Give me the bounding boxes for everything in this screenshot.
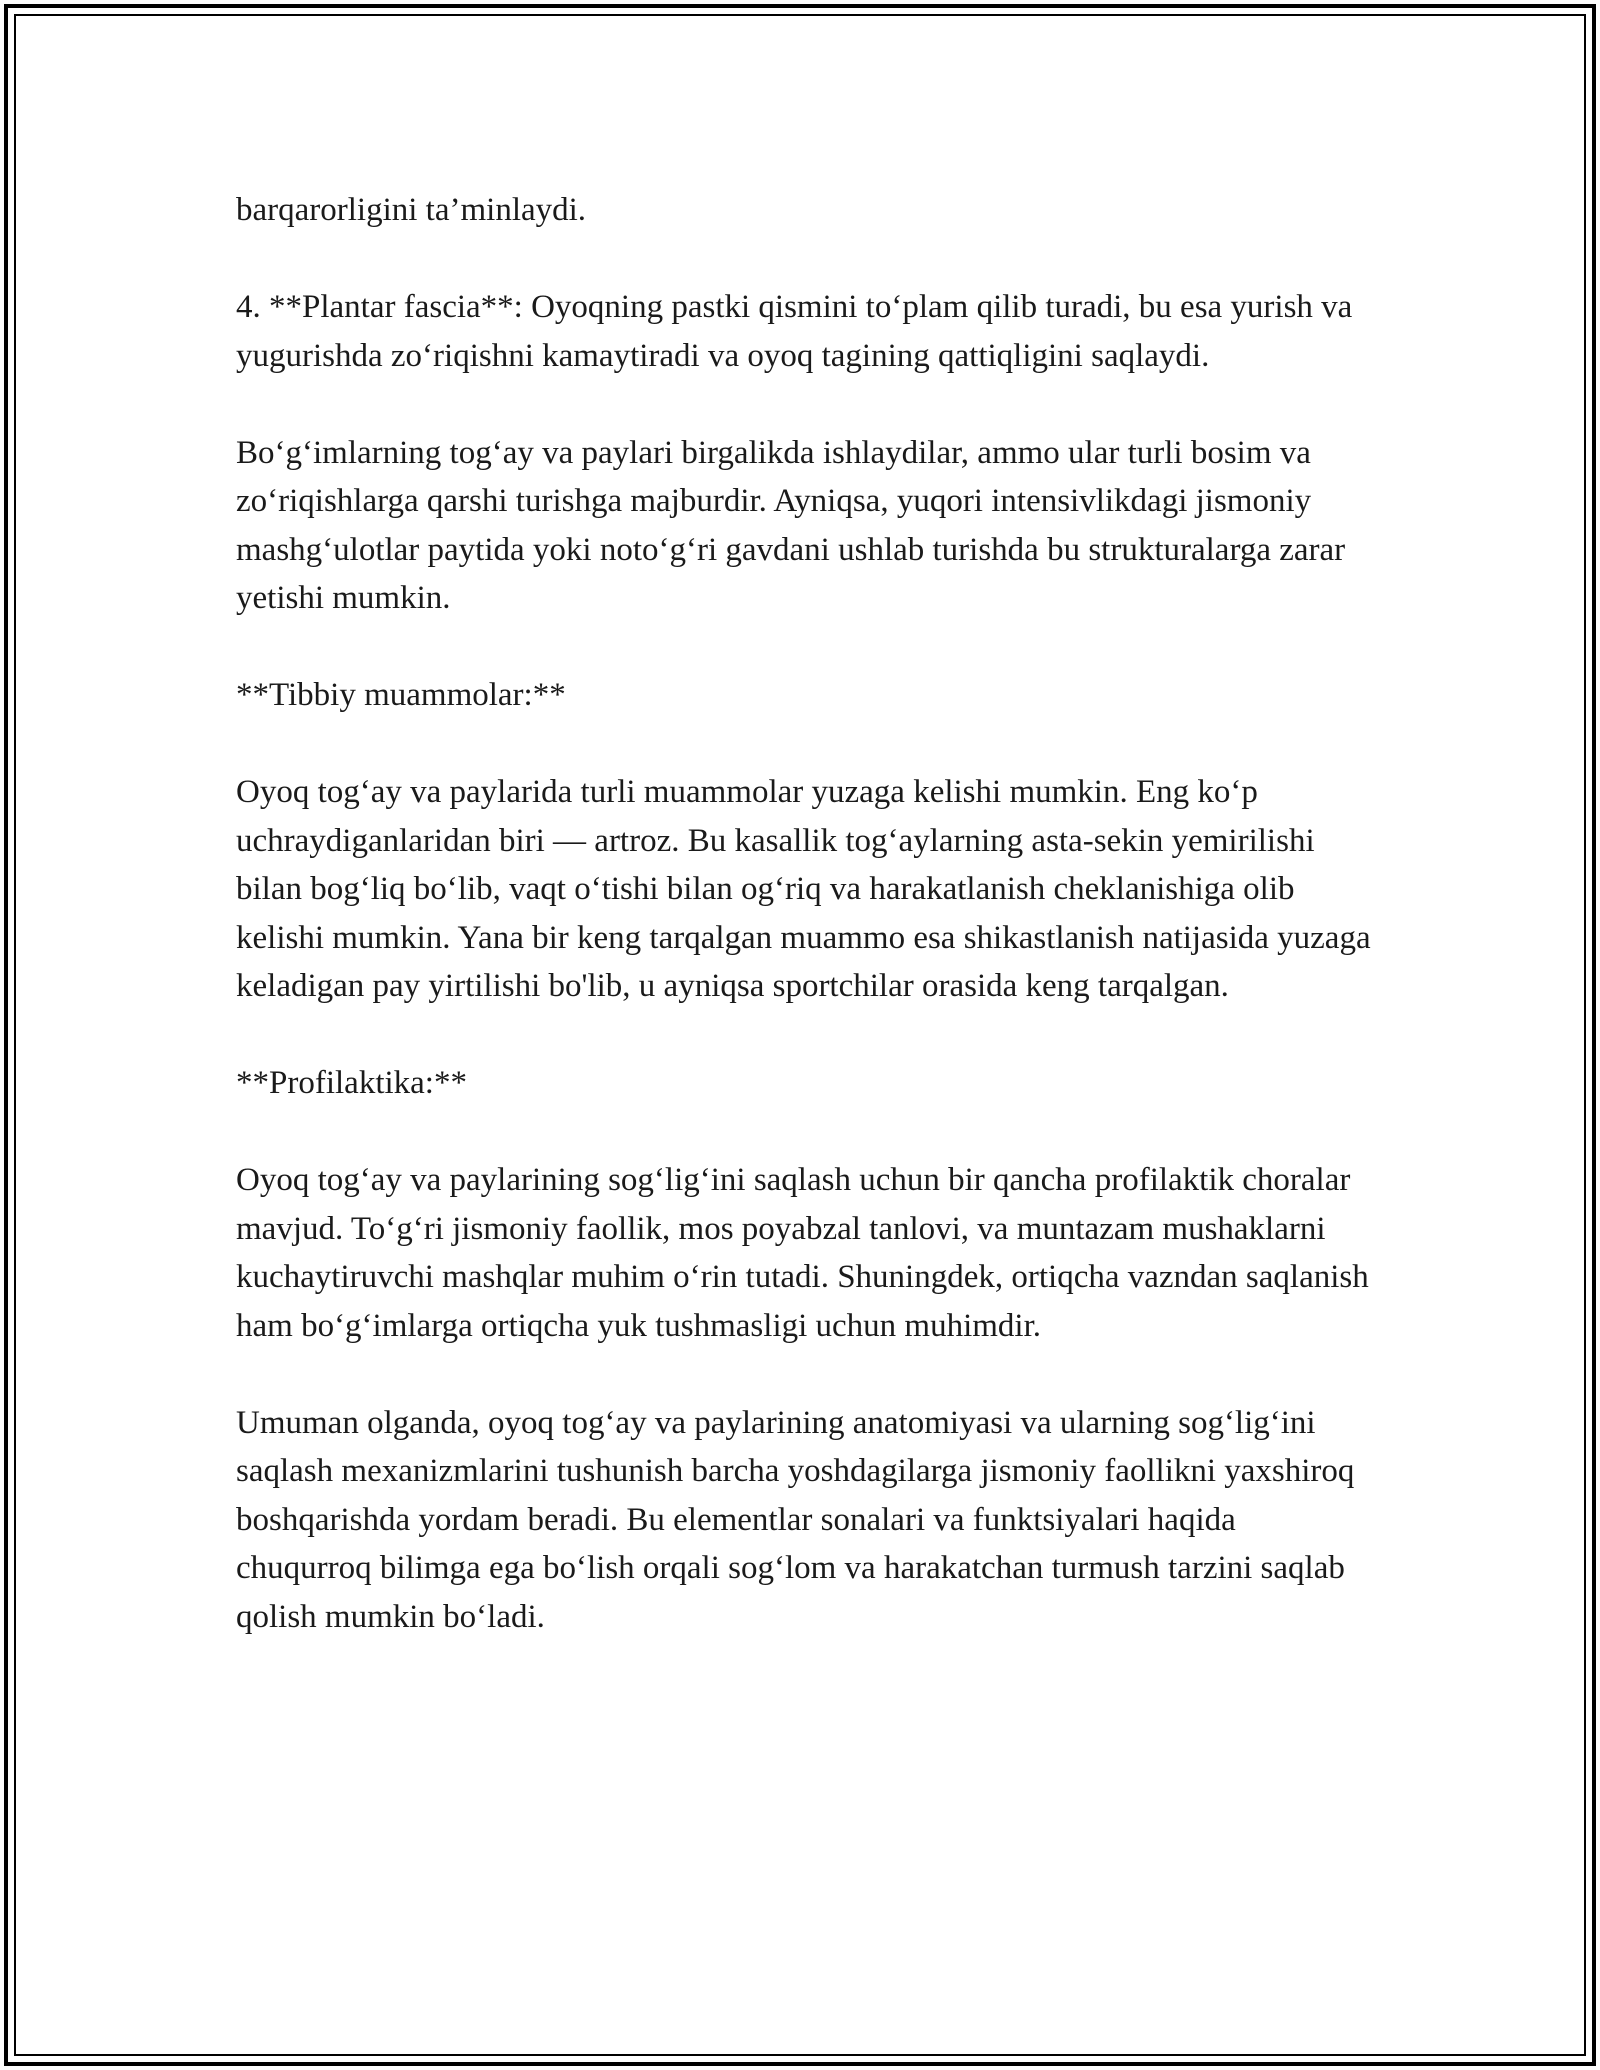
paragraph-plantar-fascia: 4. **Plantar fascia**: Oyoqning pastki qismini to‘plam qilib turadi, bu esa yurish va yugurishda zo‘riqishni kamaytiradi va oyoq tagining qattiqligini saqlaydi. <box>236 289 1353 374</box>
heading-medical-problems: **Tibbiy muammolar:** <box>236 677 566 713</box>
paragraph-joints: Bo‘g‘imlarning tog‘ay va paylari birgalikda ishlaydilar, ammo ular turli bosim va zo‘riqishlarga qarshi turishga majburdir. Ayniqsa, yuqori intensivlikdagi jismoniy mashg‘ulotlar paytida yoki noto‘g‘ri gavdani ushlab turishda bu strukturalarga zarar yetishi mumkin. <box>236 434 1346 616</box>
paragraph-problems: Oyoq tog‘ay va paylarida turli muammolar yuzaga kelishi mumkin. Eng ko‘p uchraydiganlaridan biri — artroz. Bu kasallik tog‘aylarning asta-sekin yemirilishi bilan bog‘liq bo‘lib, vaqt o‘tishi bilan og‘riq va harakatlanish cheklanishiga olib kelishi mumkin. Yana bir keng tarqalgan muammo esa shikastlanish natijasida yuzaga keladigan pay yirtilishi bo'lib, u ayniqsa sportchilar orasida keng tarqalgan. <box>236 774 1371 1004</box>
paragraph-conclusion: Umuman olganda, oyoq tog‘ay va paylarining anatomiyasi va ularning sog‘lig‘ini saqlash mexanizmlarini tushunish barcha yoshdagilarga jismoniy faollikni yaxshiroq boshqarishda yordam beradi. Bu elementlar sonalari va funktsiyalari haqida chuqurroq bilimga ega bo‘lish orqali sog‘lom va harakatchan turmush tarzini saqlab qolish mumkin bo‘ladi. <box>236 1404 1355 1635</box>
heading-prevention: **Profilaktika:** <box>236 1065 467 1101</box>
paragraph-continuation: barqarorligini ta’minlaydi. <box>236 192 587 228</box>
document-body <box>236 186 1376 1641</box>
paragraph-prevention: Oyoq tog‘ay va paylarining sog‘lig‘ini saqlash uchun bir qancha profilaktik choralar mavjud. To‘g‘ri jismoniy faollik, mos poyabzal tanlovi, va muntazam mushaklarni kuchaytiruvchi mashqlar muhim o‘rin tutadi. Shuningdek, ortiqcha vazndan saqlanish ham bo‘g‘imlarga ortiqcha yuk tushmasligi uchun muhimdir. <box>236 1162 1369 1344</box>
